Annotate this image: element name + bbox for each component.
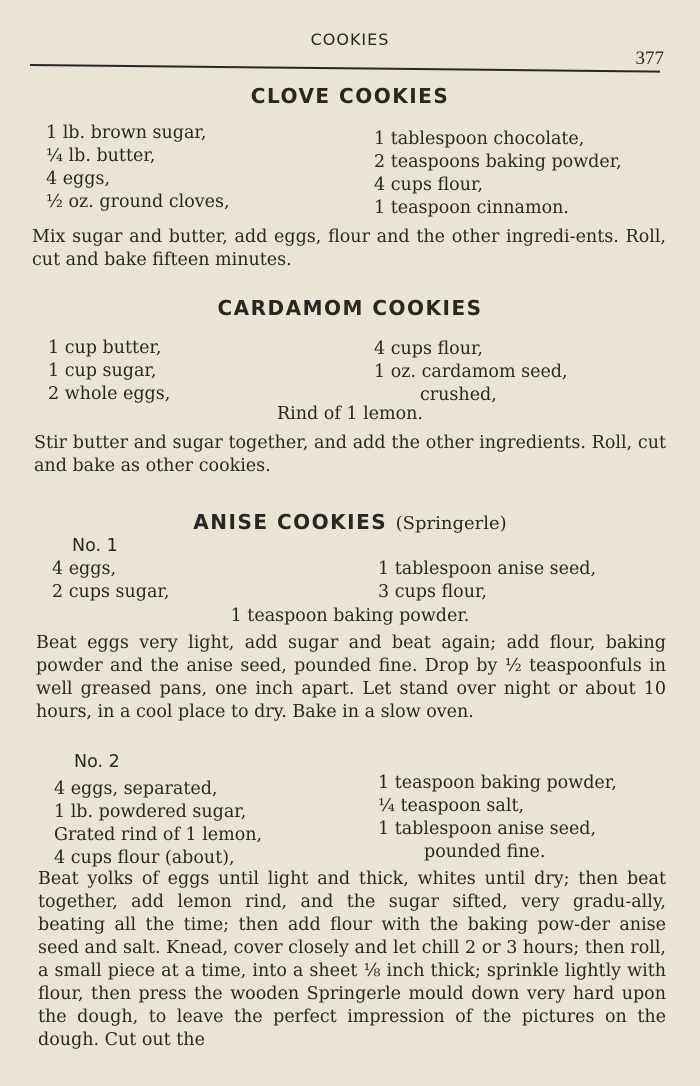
ingredient: 1 tablespoon chocolate, — [374, 129, 585, 149]
ingredient: 1 lb. brown sugar, — [46, 123, 207, 143]
ingredient: 4 cups flour (about), — [54, 848, 235, 868]
anise-cookies-title — [0, 510, 700, 534]
ingredient: 1 tablespoon anise seed, — [378, 819, 597, 839]
clove-cookies-title: CLOVE COOKIES — [250, 84, 450, 108]
ingredient: crushed, — [420, 385, 497, 405]
page-number: 377 — [635, 48, 664, 69]
ingredient: 4 cups flour, — [374, 339, 483, 359]
ingredient: 4 eggs, separated, — [54, 779, 218, 799]
ingredient: ¼ teaspoon salt, — [378, 796, 525, 816]
anise-no1-label: No. 1 — [72, 536, 118, 556]
ingredient: 2 teaspoons baking powder, — [374, 152, 622, 172]
anise-title-sub: (Springerle) — [395, 513, 507, 534]
header-rule — [30, 64, 660, 73]
anise-no2-label: No. 2 — [74, 752, 120, 772]
ingredient: 2 cups sugar, — [52, 582, 170, 602]
clove-ingredients-right — [374, 128, 622, 220]
ingredient: 1 teaspoon cinnamon. — [374, 198, 569, 218]
ingredient: ½ oz. ground cloves, — [46, 192, 230, 212]
cardamom-extra-ingredient: Rind of 1 lemon. — [277, 404, 423, 424]
ingredient: 1 oz. cardamom seed, — [374, 362, 568, 382]
anise-no2-ingredients-left — [54, 778, 262, 870]
ingredient: 4 eggs, — [52, 559, 117, 579]
cardamom-ingredients-left — [48, 337, 170, 406]
anise-no2-directions: Beat yolks of eggs until light and thick, whites until dry; then beat together, add lemon rind, and the sugar sifted, very gradu-ally, beating all the time; then add flour with the baking pow-der anise seed and salt. Knead, cover closely and let chill 2 or 3 hours; then roll, a small piece at a time, into a sheet ⅛ inch thick; sprinkle lightly with flour, then press the wooden Springerle mould down very hard upon the dough, to leave the perfect impression of the pictures on the dough. Cut out the — [38, 869, 666, 1050]
ingredient: Grated rind of 1 lemon, — [54, 825, 263, 845]
cardamom-ingredients-right — [374, 338, 568, 407]
anise-no1-directions: Beat eggs very light, add sugar and beat again; add flour, baking powder and the anise seed, pounded fine. Drop by ½ teaspoonfuls in well greased pans, one inch apart. Let stand over night or about 10 hours, in a cool place to dry. Bake in a slow oven. — [36, 633, 666, 722]
clove-directions: Mix sugar and butter, add eggs, flour and the other ingredi-ents. Roll, cut and bake fifteen minutes. — [32, 227, 666, 270]
ingredient: pounded fine. — [424, 842, 546, 862]
running-head: COOKIES — [310, 30, 390, 49]
ingredient: 1 lb. powdered sugar, — [54, 802, 247, 822]
anise-no1-extra-ingredient: 1 teaspoon baking powder. — [230, 606, 470, 626]
anise-no1-ingredients-right — [378, 558, 596, 604]
ingredient: 1 teaspoon baking powder, — [378, 773, 617, 793]
ingredient: ¼ lb. butter, — [46, 146, 156, 166]
cardamom-directions: Stir butter and sugar together, and add the other ingredients. Roll, cut and bake as other cookies. — [34, 433, 666, 476]
ingredient: 4 cups flour, — [374, 175, 483, 195]
ingredient: 1 cup sugar, — [48, 361, 157, 381]
ingredient: 2 whole eggs, — [48, 384, 171, 404]
anise-title-main: ANISE COOKIES — [193, 510, 388, 534]
clove-ingredients-left — [46, 122, 230, 214]
ingredient: 1 cup butter, — [48, 338, 162, 358]
ingredient: 4 eggs, — [46, 169, 111, 189]
anise-no1-ingredients-left — [52, 558, 169, 604]
cardamom-cookies-title: CARDAMOM COOKIES — [217, 296, 483, 320]
ingredient: 3 cups flour, — [378, 582, 487, 602]
ingredient: 1 tablespoon anise seed, — [378, 559, 597, 579]
anise-no2-ingredients-right — [378, 772, 617, 864]
